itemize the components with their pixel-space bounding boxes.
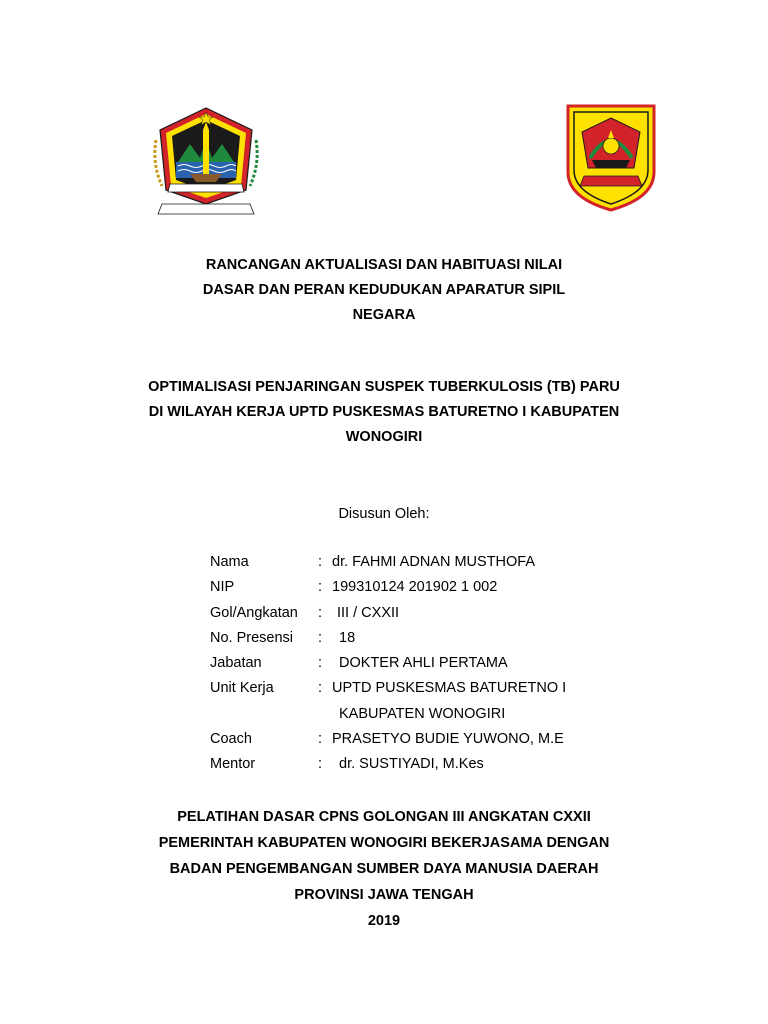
title-line: NEGARA (352, 307, 416, 323)
footer-line: PROVINSI JAWA TENGAH (294, 887, 474, 903)
footer-year: 2019 (367, 913, 401, 929)
document-title (0, 253, 768, 328)
info-label: Mentor (210, 756, 256, 773)
info-colon: : (318, 579, 323, 596)
info-value: UPTD PUSKESMAS BATURETNO I (332, 680, 567, 697)
document-subtitle (0, 375, 768, 450)
info-value: PRASETYO BUDIE YUWONO, M.E (332, 731, 564, 748)
info-value: dr. FAHMI ADNAN MUSTHOFA (332, 554, 536, 570)
wonogiri-emblem-logo (564, 102, 658, 214)
title-line: DASAR DAN PERAN KEDUDUKAN APARATUR SIPIL (202, 282, 566, 298)
document-footer (0, 804, 768, 934)
info-colon: : (318, 604, 323, 621)
info-label: Gol/Angkatan (210, 604, 298, 621)
footer-line: PEMERINTAH KABUPATEN WONOGIRI BEKERJASAMA DENGAN (158, 835, 610, 851)
subtitle-line: OPTIMALISASI PENJARINGAN SUSPEK TUBERKULOSIS (TB) PARU (148, 379, 620, 395)
footer-line: BADAN PENGEMBANGAN SUMBER DAYA MANUSIA DAERAH (169, 861, 599, 877)
author-heading: Disusun Oleh: (338, 506, 430, 522)
footer-line: PELATIHAN DASAR CPNS GOLONGAN III ANGKATAN CXXII (177, 809, 591, 825)
info-label: Nama (210, 554, 249, 570)
info-colon: : (318, 680, 323, 697)
title-line: RANCANGAN AKTUALISASI DAN HABITUASI NILAI (205, 257, 563, 273)
info-label: No. Presensi (210, 629, 294, 646)
info-colon: : (318, 731, 323, 748)
info-value: III / CXXII (337, 604, 400, 621)
info-label: Unit Kerja (210, 680, 274, 697)
info-value: 18 (339, 629, 356, 646)
info-colon: : (318, 655, 323, 672)
subtitle-line: WONOGIRI (345, 429, 423, 445)
info-colon: : (318, 756, 323, 773)
info-value: DOKTER AHLI PERTAMA (339, 655, 508, 672)
info-colon: : (318, 554, 323, 570)
info-value: KABUPATEN WONOGIRI (339, 705, 506, 722)
info-label: Jabatan (210, 655, 262, 672)
info-colon: : (318, 629, 323, 646)
info-value: dr. SUSTIYADI, M.Kes (339, 756, 484, 773)
info-label: Coach (210, 731, 252, 748)
info-value: 199310124 201902 1 002 (332, 579, 498, 596)
jawa-tengah-emblem-logo (148, 100, 264, 218)
subtitle-line: DI WILAYAH KERJA UPTD PUSKESMAS BATURETNO I KABUPATEN (148, 404, 620, 420)
info-label: NIP (210, 579, 235, 596)
